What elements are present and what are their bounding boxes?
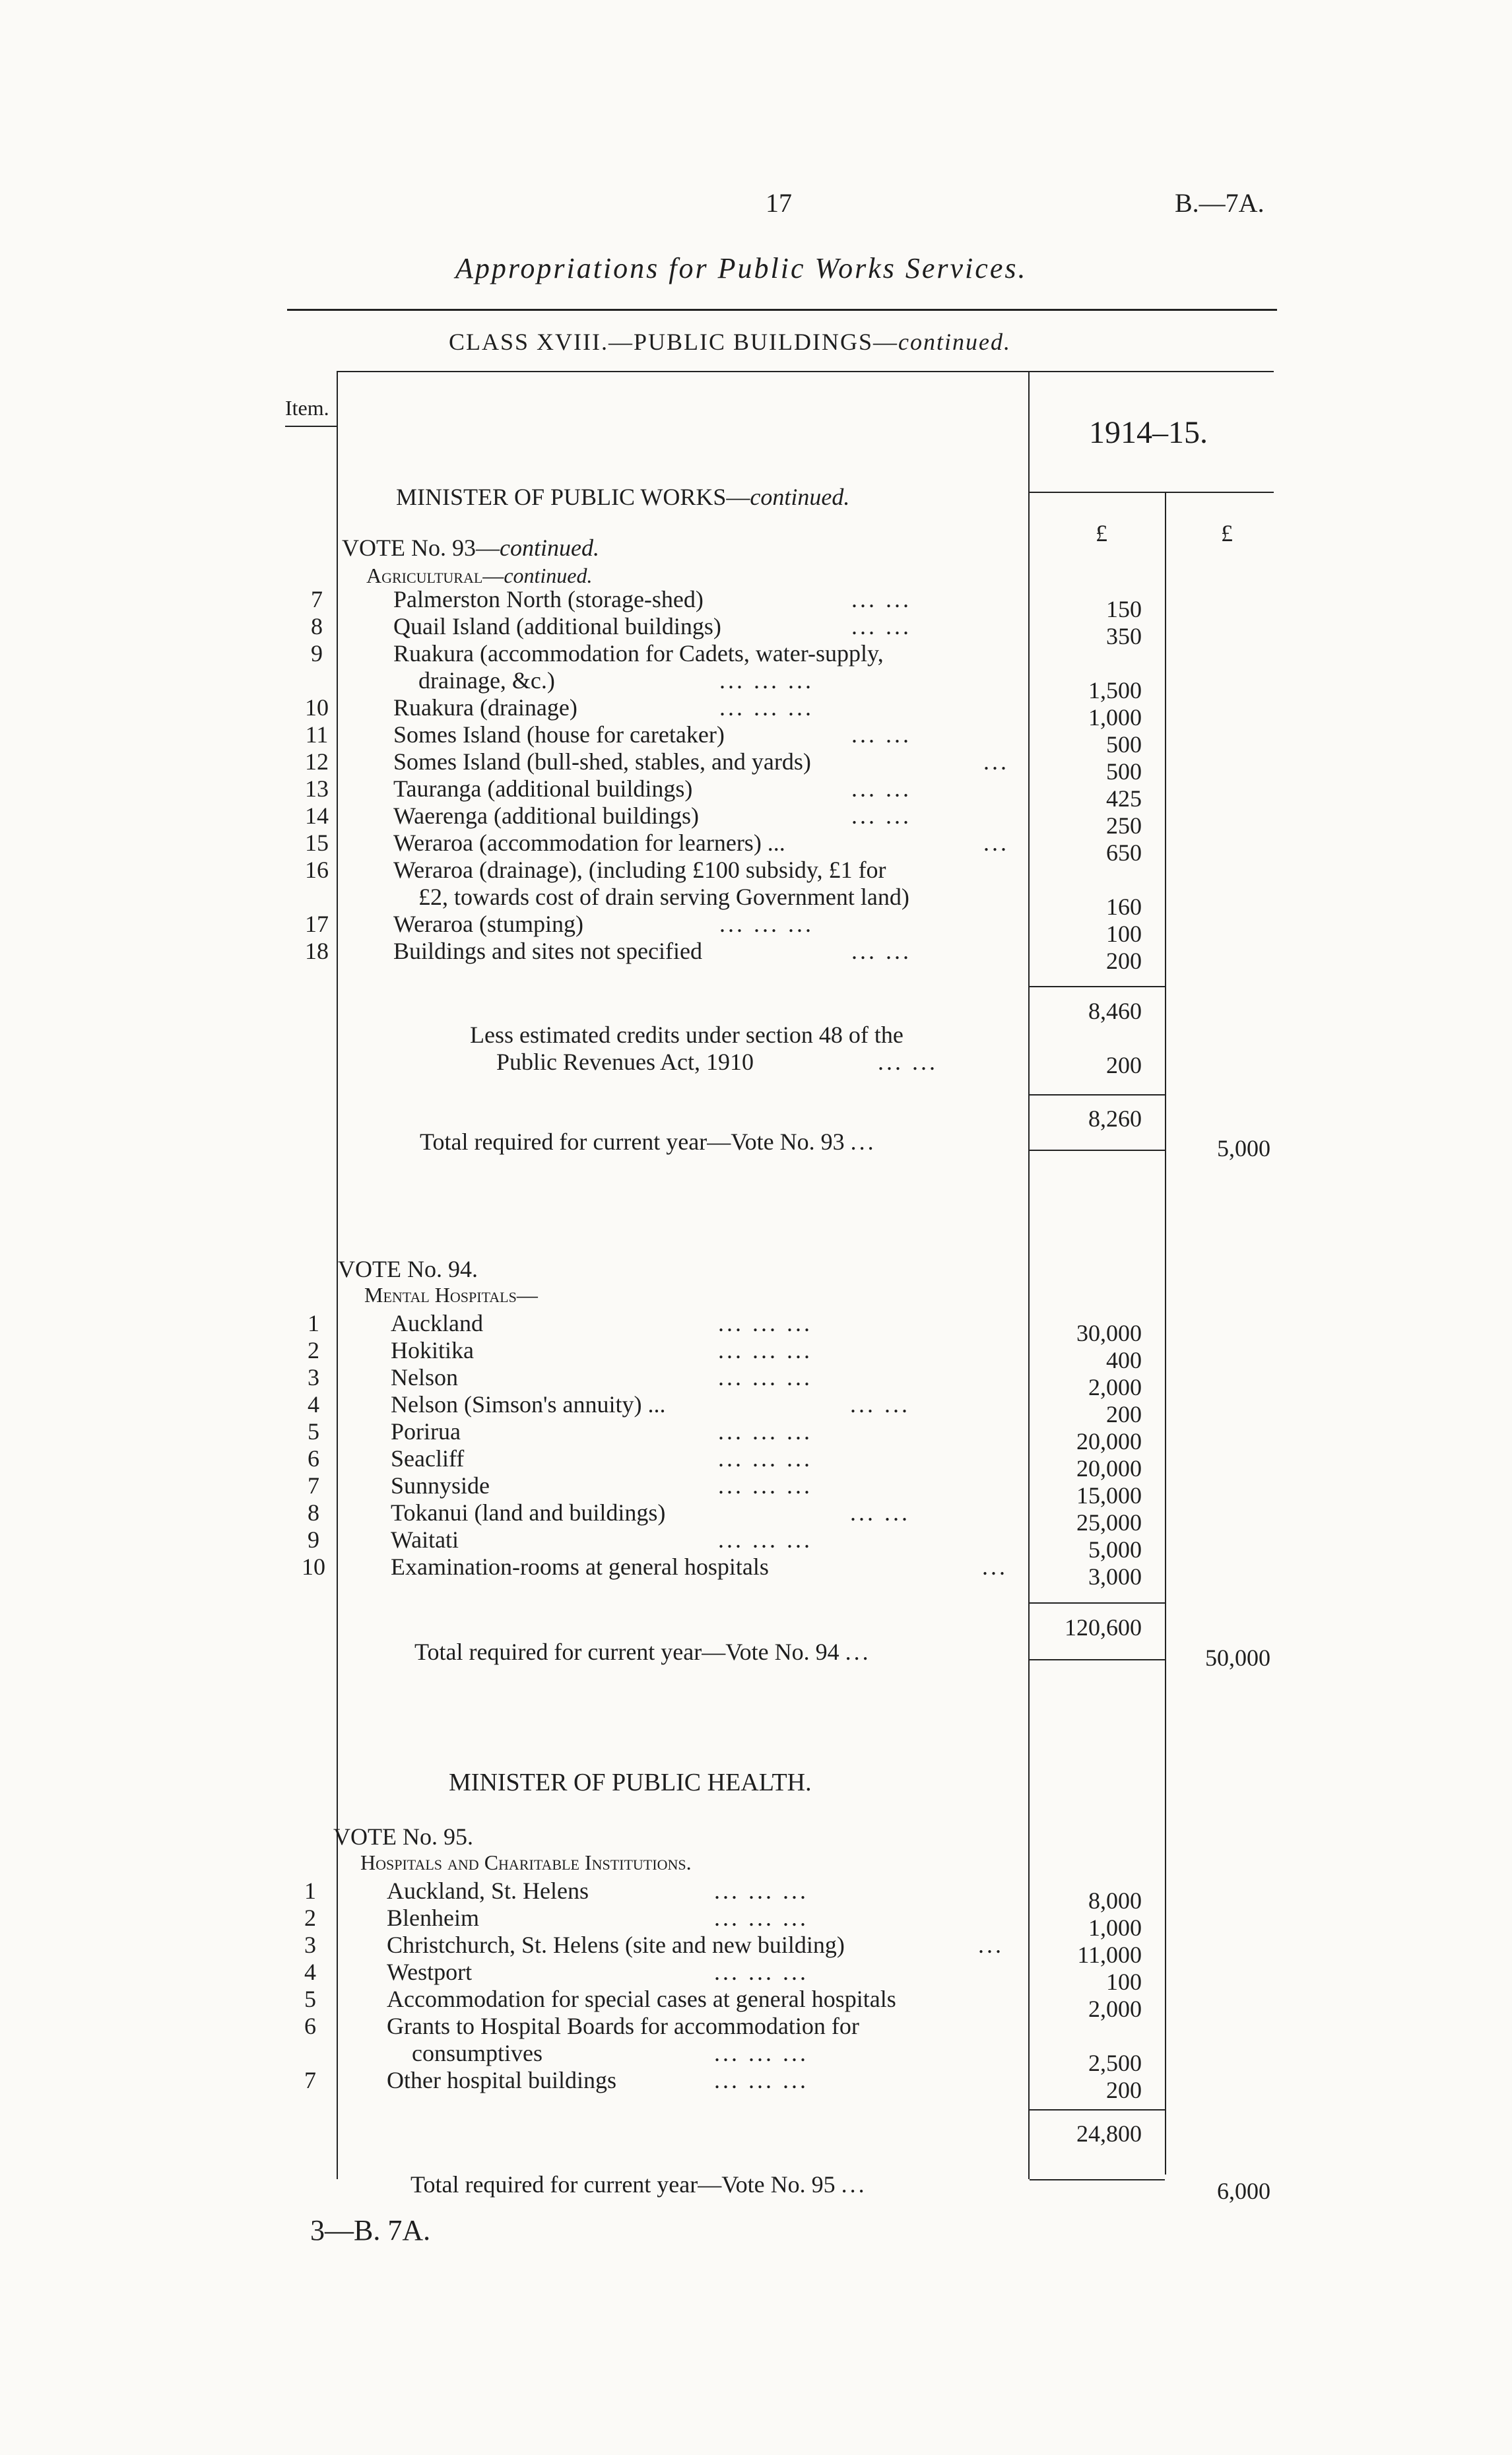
line-amount: 150 — [1106, 596, 1142, 622]
line-item-text: Weraroa (accommodation for learners) ... — [393, 830, 785, 856]
vote-94-total: 50,000 — [1205, 1645, 1270, 1671]
line-amount: 20,000 — [1076, 1455, 1142, 1482]
leader-dots: ... ... ... — [718, 1337, 812, 1363]
leader-dots: ... ... — [878, 1049, 938, 1075]
line-item-text: Other hospital buildings — [387, 2067, 616, 2093]
line-amount: 200 — [1106, 1401, 1142, 1427]
leader-dots: ... ... ... — [714, 1905, 808, 1931]
line-item-text-continued: £2, towards cost of drain serving Government land) — [418, 884, 909, 910]
line-item-text: Nelson — [391, 1364, 458, 1391]
line-amount: 250 — [1106, 812, 1142, 839]
item-number: 7 — [311, 586, 323, 612]
line-amount: 30,000 — [1076, 1320, 1142, 1346]
vote-94-subtotal: 120,600 — [1065, 1614, 1142, 1641]
item-number: 14 — [305, 802, 329, 829]
line-amount: 3,000 — [1088, 1563, 1142, 1590]
amount-column-rule-left — [1028, 371, 1030, 2179]
less-credits-line-1: Less estimated credits under section 48 of the — [470, 1022, 904, 1048]
line-amount: 425 — [1106, 785, 1142, 812]
line-item-text: Porirua — [391, 1418, 461, 1445]
vote-94-heading: VOTE No. 94. — [338, 1256, 478, 1282]
leader-dots: ... ... — [851, 613, 911, 639]
leader-dots: ... ... — [850, 1499, 910, 1526]
item-number: 6 — [304, 2013, 316, 2039]
line-item-text: Tauranga (additional buildings) — [393, 775, 693, 802]
item-number: 1 — [308, 1310, 319, 1336]
line-item-text: Auckland, St. Helens — [387, 1878, 589, 1904]
line-amount: 100 — [1106, 1969, 1142, 1995]
leader-dots: ... ... ... — [714, 1959, 808, 1985]
total-rule — [1030, 1659, 1165, 1660]
item-column-header: Item. — [285, 396, 329, 420]
item-number: 2 — [308, 1337, 319, 1363]
item-number: 17 — [305, 911, 329, 937]
line-item-text: Examination-rooms at general hospitals — [391, 1554, 769, 1580]
line-amount: 200 — [1106, 2077, 1142, 2103]
line-item-text: Auckland — [391, 1310, 483, 1336]
line-amount: 15,000 — [1076, 1482, 1142, 1509]
item-number: 8 — [308, 1499, 319, 1526]
line-item-text: Grants to Hospital Boards for accommodation for — [387, 2013, 859, 2039]
line-amount: 11,000 — [1077, 1942, 1142, 1968]
leader-dots: ... ... ... — [718, 1472, 812, 1499]
document-reference: B.—7A. — [1175, 188, 1265, 218]
line-item-text: Tokanui (land and buildings) — [391, 1499, 666, 1526]
line-item-text: Waitati — [391, 1526, 459, 1553]
item-number: 4 — [304, 1959, 316, 1985]
item-number: 18 — [305, 938, 329, 964]
item-number: 9 — [311, 640, 323, 667]
leader-dots: ... ... — [851, 775, 911, 802]
leader-dots: ... ... ... — [719, 911, 814, 937]
item-header-rule — [285, 426, 337, 427]
item-number: 15 — [305, 830, 329, 856]
line-amount: 5,000 — [1088, 1536, 1142, 1563]
leader-dots: ... ... — [851, 721, 911, 748]
page-title: Appropriations for Public Works Services. — [455, 252, 1028, 284]
line-item-text: Quail Island (additional buildings) — [393, 613, 721, 639]
item-number: 5 — [308, 1418, 319, 1445]
item-number: 10 — [302, 1554, 325, 1580]
leader-dots: ... — [983, 830, 1009, 856]
leader-dots: ... ... ... — [719, 667, 814, 694]
signature-mark: 3—B. 7A. — [310, 2214, 431, 2246]
vote-95-total: 6,000 — [1217, 2178, 1270, 2204]
line-amount: 1,000 — [1088, 704, 1142, 731]
line-item-text: Waerenga (additional buildings) — [393, 802, 699, 829]
line-amount: 1,000 — [1088, 1915, 1142, 1941]
line-item-text: Buildings and sites not specified — [393, 938, 702, 964]
item-number: 1 — [304, 1878, 316, 1904]
leader-dots: ... ... ... — [714, 1878, 808, 1904]
line-item-text: Nelson (Simson's annuity) ... — [391, 1391, 666, 1418]
line-amount: 2,000 — [1088, 1996, 1142, 2022]
line-amount: 500 — [1106, 731, 1142, 758]
item-number: 9 — [308, 1526, 319, 1553]
line-amount: 2,000 — [1088, 1374, 1142, 1400]
leader-dots: ... ... — [851, 802, 911, 829]
less-credits-line-2: Public Revenues Act, 1910 — [496, 1049, 754, 1075]
item-number: 10 — [305, 694, 329, 721]
item-number: 16 — [305, 857, 329, 883]
net-rule — [1030, 1094, 1165, 1096]
line-amount: 8,000 — [1088, 1887, 1142, 1914]
agricultural-subheading: Agricultural—continued. — [366, 564, 593, 587]
minister-heading: MINISTER OF PUBLIC WORKS—continued. — [396, 484, 850, 510]
leader-dots: ... ... ... — [718, 1526, 812, 1553]
item-number: 2 — [304, 1905, 316, 1931]
line-item-text: Somes Island (bull-shed, stables, and yards) — [393, 748, 811, 775]
line-amount: 400 — [1106, 1347, 1142, 1373]
vote-95-subtotal: 24,800 — [1076, 2120, 1142, 2147]
line-item-text: Weraroa (stumping) — [393, 911, 583, 937]
line-item-text: Christchurch, St. Helens (site and new building) — [387, 1932, 845, 1958]
vote-95-heading: VOTE No. 95. — [333, 1823, 473, 1850]
vote-93-total-label: Total required for current year—Vote No. 93 ... — [420, 1129, 876, 1155]
leader-dots: ... ... ... — [718, 1310, 812, 1336]
subtotal-rule — [1030, 986, 1165, 987]
line-item-text: Weraroa (drainage), (including £100 subsidy, £1 for — [393, 857, 886, 883]
total-rule — [1030, 2179, 1165, 2180]
line-amount: 100 — [1106, 921, 1142, 947]
line-amount: 200 — [1106, 948, 1142, 974]
line-item-text: Westport — [387, 1959, 473, 1985]
item-number: 8 — [311, 613, 323, 639]
class-heading: CLASS XVIII.—PUBLIC BUILDINGS—continued. — [449, 329, 1011, 355]
leader-dots: ... ... ... — [718, 1418, 812, 1445]
line-amount: 500 — [1106, 758, 1142, 785]
item-number: 4 — [308, 1391, 319, 1418]
page-number: 17 — [766, 188, 792, 218]
line-item-text: Seacliff — [391, 1445, 465, 1472]
less-credits-amount: 200 — [1106, 1052, 1142, 1078]
item-number: 6 — [308, 1445, 319, 1472]
total-rule — [1030, 1150, 1165, 1151]
item-number: 12 — [305, 748, 329, 775]
mental-hospitals-subheading: Mental Hospitals— — [364, 1283, 538, 1307]
line-item-text: Somes Island (house for caretaker) — [393, 721, 725, 748]
subtotal-rule — [1030, 2109, 1165, 2111]
leader-dots: ... — [983, 748, 1009, 775]
line-amount: 160 — [1106, 894, 1142, 920]
vote-94-total-label: Total required for current year—Vote No. 94 ... — [414, 1639, 871, 1665]
amount-column-rule-right — [1165, 492, 1166, 2175]
line-amount: 650 — [1106, 839, 1142, 866]
line-item-text: Palmerston North (storage-shed) — [393, 586, 704, 612]
line-item-text: Ruakura (drainage) — [393, 694, 577, 721]
line-item-text: Hokitika — [391, 1337, 474, 1363]
leader-dots: ... ... ... — [714, 2040, 808, 2066]
table-top-rule — [337, 371, 1274, 372]
currency-symbol-1: £ — [1096, 520, 1107, 546]
year-rule — [1030, 492, 1274, 493]
line-item-text-continued: consumptives — [412, 2040, 542, 2066]
leader-dots: ... ... — [851, 586, 911, 612]
hospitals-subheading: Hospitals and Charitable Institutions. — [360, 1850, 692, 1874]
leader-dots: ... — [982, 1554, 1008, 1580]
subtotal-rule — [1030, 1602, 1165, 1604]
title-rule — [287, 309, 1277, 311]
line-amount: 1,500 — [1088, 677, 1142, 704]
line-amount: 2,500 — [1088, 2050, 1142, 2076]
vote-93-subtotal: 8,460 — [1088, 998, 1142, 1024]
leader-dots: ... ... — [850, 1391, 910, 1418]
leader-dots: ... ... ... — [718, 1445, 812, 1472]
leader-dots: ... ... — [851, 938, 911, 964]
line-item-text-continued: drainage, &c.) — [418, 667, 555, 694]
vote-93-heading: VOTE No. 93—continued. — [342, 535, 599, 561]
vote-93-net: 8,260 — [1088, 1105, 1142, 1132]
item-number: 11 — [305, 721, 329, 748]
item-number: 13 — [305, 775, 329, 802]
item-number: 3 — [308, 1364, 319, 1391]
item-number: 7 — [304, 2067, 316, 2093]
year-header: 1914–15. — [1089, 415, 1208, 450]
line-item-text: Blenheim — [387, 1905, 479, 1931]
item-number: 5 — [304, 1986, 316, 2012]
line-amount: 25,000 — [1076, 1509, 1142, 1536]
line-amount: 20,000 — [1076, 1428, 1142, 1455]
line-item-text: Ruakura (accommodation for Cadets, water-supply, — [393, 640, 884, 667]
vote-93-total: 5,000 — [1217, 1135, 1270, 1162]
currency-symbol-2: £ — [1221, 520, 1233, 546]
line-item-text: Sunnyside — [391, 1472, 490, 1499]
item-number: 7 — [308, 1472, 319, 1499]
leader-dots: ... — [978, 1932, 1004, 1958]
line-amount: 350 — [1106, 623, 1142, 649]
item-number: 3 — [304, 1932, 316, 1958]
line-item-text: Accommodation for special cases at general hospitals — [387, 1986, 896, 2012]
leader-dots: ... ... ... — [714, 2067, 808, 2093]
leader-dots: ... ... ... — [718, 1364, 812, 1391]
minister-public-health-heading: MINISTER OF PUBLIC HEALTH. — [449, 1769, 812, 1796]
leader-dots: ... ... ... — [719, 694, 814, 721]
vote-95-total-label: Total required for current year—Vote No. 95 ... — [411, 2171, 867, 2198]
